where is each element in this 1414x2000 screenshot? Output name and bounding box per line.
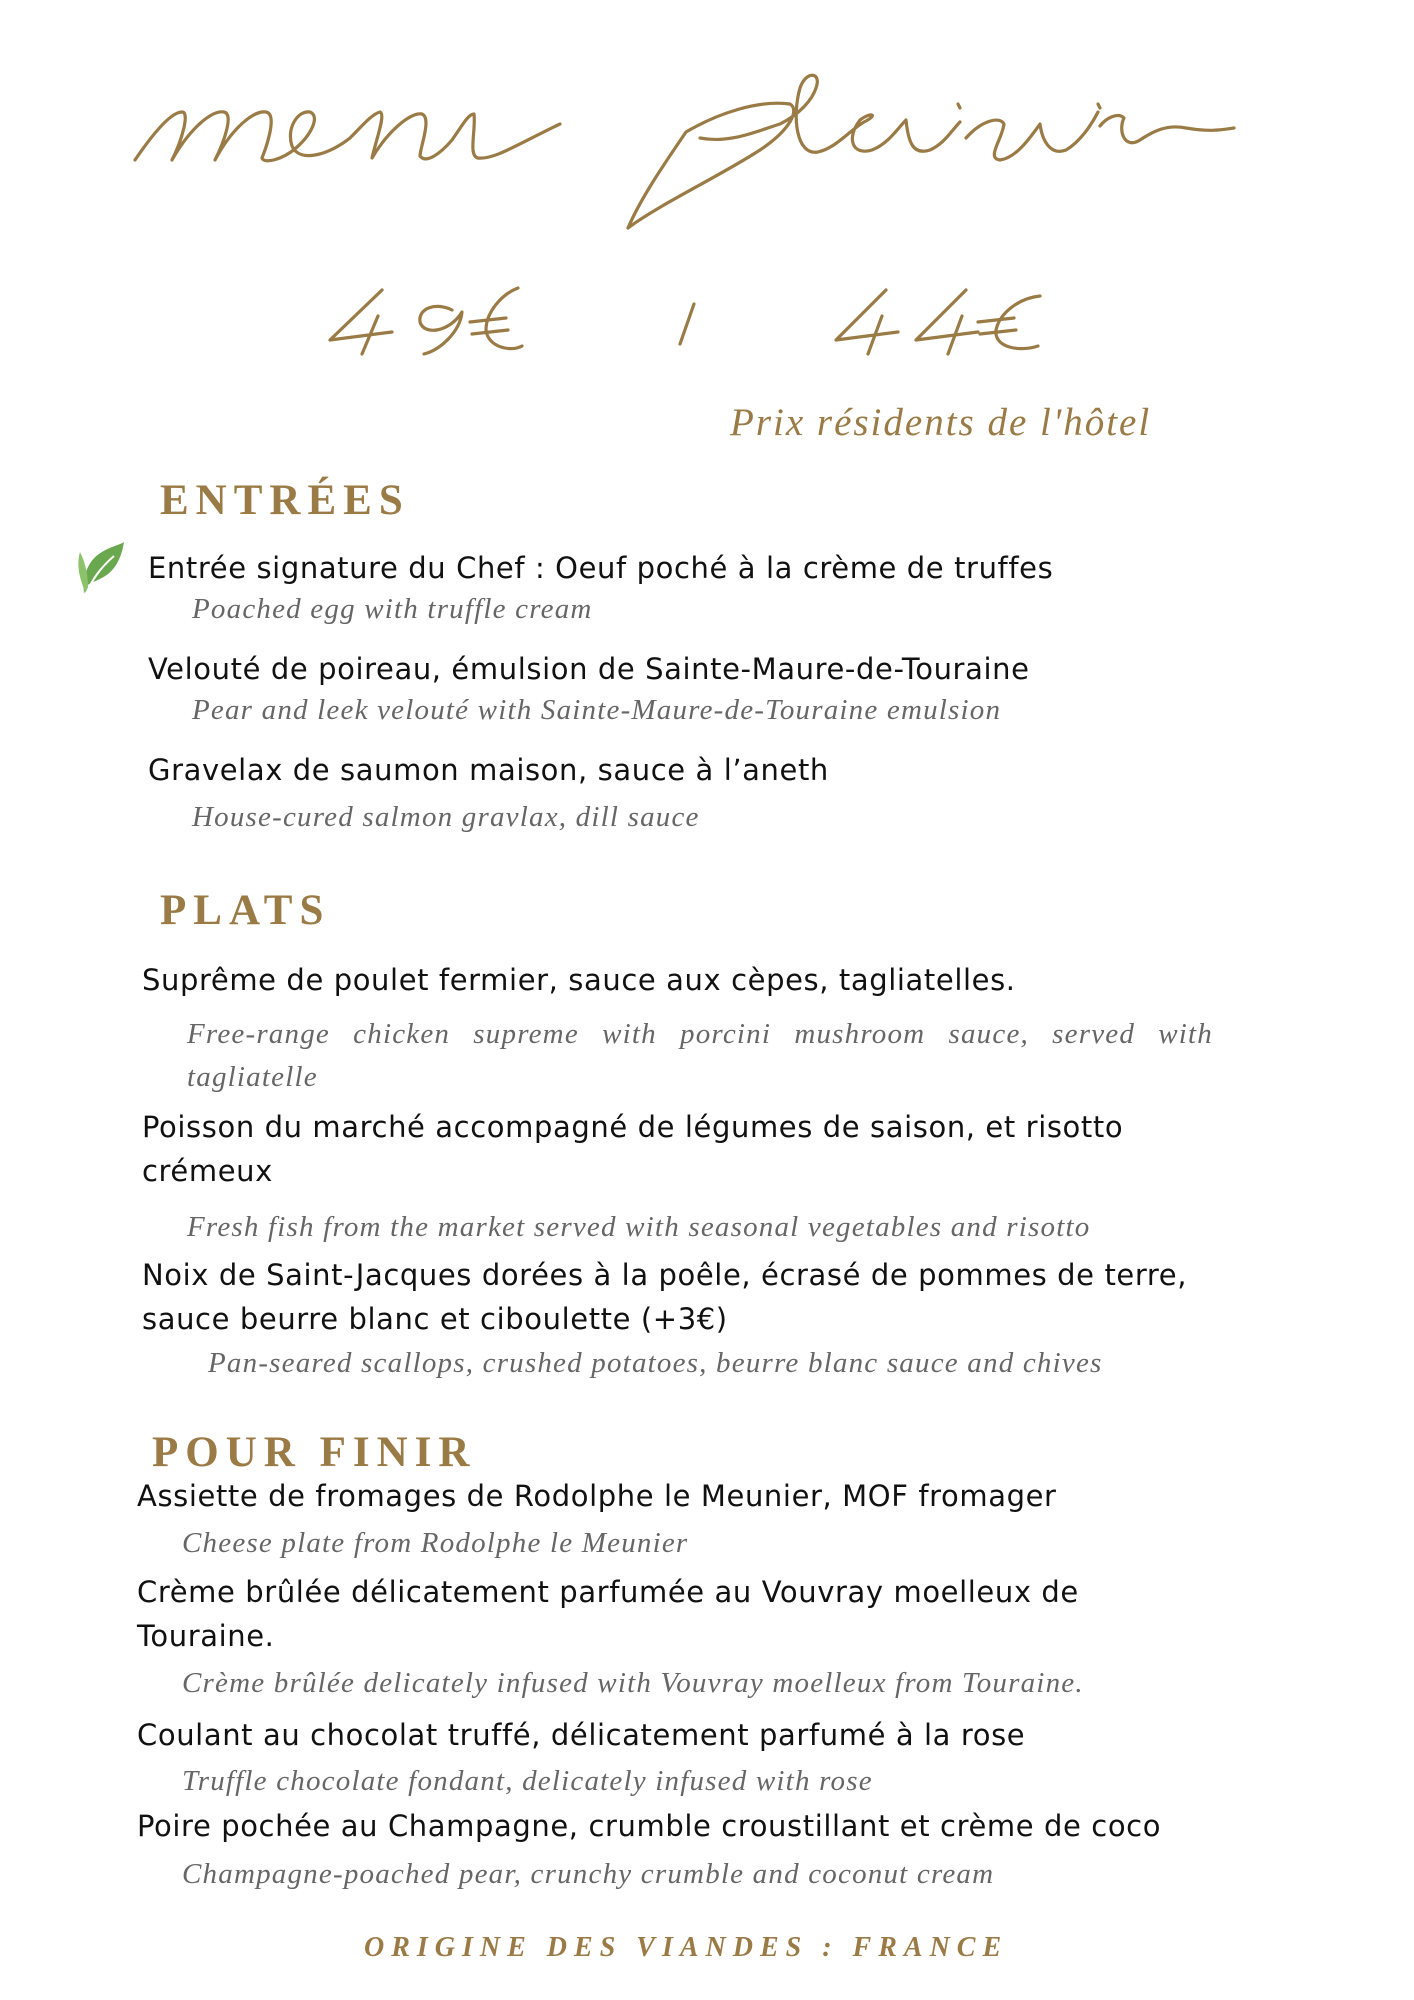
dessert-2-name: Crème brûlée délicatement parfumée au Vouvray moelleux de Touraine.	[137, 1575, 1079, 1653]
plat-3-name: Noix de Saint-Jacques dorées à la poêle, écrasé de pommes de terre, sauce beurre blanc et ciboulette (+3€)	[142, 1258, 1188, 1336]
plat-1-name: Suprême de poulet fermier, sauce aux cèpes, tagliatelles.	[142, 963, 1016, 997]
dessert-3-translation: Truffle chocolate fondant, delicately infused with rose	[182, 1765, 873, 1797]
entree-3-name: Gravelax de saumon maison, sauce à l’aneth	[148, 753, 829, 787]
dessert-2-translation: Crème brûlée delicately infused with Vouvray moelleux from Touraine.	[182, 1667, 1084, 1699]
section-title-entrees: ENTRÉES	[160, 477, 410, 524]
dessert-1-name: Assiette de fromages de Rodolphe le Meunier, MOF fromager	[137, 1479, 1057, 1513]
entree-1-name: Entrée signature du Chef : Oeuf poché à la crème de truffes	[148, 551, 1054, 585]
plat-2-name: Poisson du marché accompagné de légumes de saison, et risotto crémeux	[142, 1110, 1124, 1188]
entree-2-name: Velouté de poireau, émulsion de Sainte-Maure-de-Touraine	[148, 652, 1030, 686]
dessert-4-name: Poire pochée au Champagne, crumble croustillant et crème de coco	[137, 1809, 1162, 1843]
plat-3-translation: Pan-seared scallops, crushed potatoes, beurre blanc sauce and chives	[208, 1347, 1103, 1379]
section-title-plats: PLATS	[160, 887, 331, 934]
resident-price-note: Prix résidents de l'hôtel	[730, 401, 1152, 444]
entree-3-translation: House-cured salmon gravlax, dill sauce	[192, 801, 700, 833]
dessert-4-translation: Champagne-poached pear, crunchy crumble and coconut cream	[182, 1858, 995, 1890]
plat-1-translation: Free-range chicken supreme with porcini mushroom sauce, served with tagliatelle	[187, 1018, 1213, 1093]
dessert-3-name: Coulant au chocolat truffé, délicatement parfumé à la rose	[137, 1718, 1026, 1752]
entree-2-translation: Pear and leek velouté with Sainte-Maure-de-Touraine emulsion	[192, 694, 1002, 726]
section-title-pour-finir: POUR FINIR	[152, 1429, 477, 1476]
plat-2-translation: Fresh fish from the market served with seasonal vegetables and risotto	[187, 1211, 1091, 1243]
menu-title-script	[0, 0, 1414, 380]
dessert-1-translation: Cheese plate from Rodolphe le Meunier	[182, 1527, 689, 1559]
vegetarian-leaf-icon	[72, 536, 126, 598]
entree-1-translation: Poached egg with truffle cream	[192, 593, 593, 625]
footer-meat-origin: ORIGINE DES VIANDES : FRANCE	[364, 1932, 1009, 1963]
